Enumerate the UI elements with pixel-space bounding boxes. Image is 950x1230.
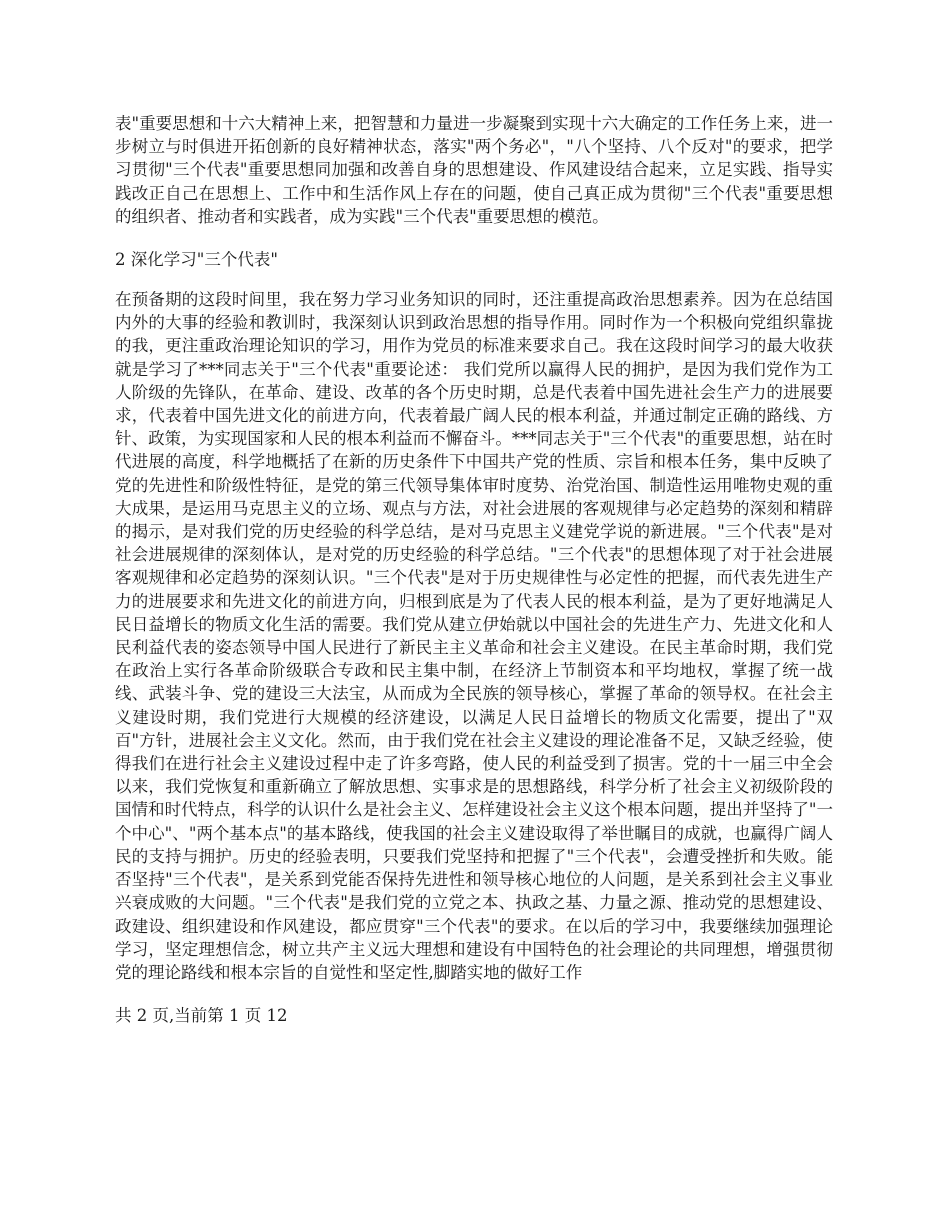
body-paragraph: 在预备期的这段时间里，我在努力学习业务知识的同时，还注重提高政治思想素养。因为在总结国内外的大事的经验和教训时，我深刻认识到政治思想的指导作用。同时作为一个积极向党组织靠拢的我，更注重政治理论知识的学习，用作为党员的标准来要求自己。我在这段时间学习的最大收获就是学习了***同志关于"三个代表"重要论述： 我们党所以赢得人民的拥护，是因为我们党作为工人阶级的先锋队，在革命、建设、改革的各个历史时期，总是代表着中国先进社会生产力的进展要求，代表着中国先进文化的前进方向，代表着最广阔人民的根本利益，并通过制定正确的路线、方针、政策，为实现国家和人民的根本利益而不懈奋斗。***同志关于"三个代表"的重要思想，站在时代进展的高度，科学地概括了在新的历史条件下中国共产党的性质、宗旨和根本任务，集中反映了党的先进性和阶级性特征，是党的第三代领导集体审时度势、治党治国、制造性运用唯物史观的重大成果，是运用马克思主义的立场、观点与方法，对社会进展的客观规律与必定趋势的深刻和精辟的揭示，是对我们党的历史经验的科学总结，是对马克思主义建党学说的新进展。"三个代表"是对社会进展规律的深刻体认，是对党的历史经验的科学总结。"三个代表"的思想体现了对于社会进展客观规律和必定趋势的深刻认识。"三个代表"是对于历史规律性与必定性的把握，而代表先进生产力的进展要求和先进文化的前进方向，归根到底是为了代表人民的根本利益，是为了更好地满足人民日益增长的物质文化生活的需要。我们党从建立伊始就以中国社会的先进生产力、先进文化和人民利益代表的姿态领导中国人民进行了新民主主义革命和社会主义建设。在民主革命时期，我们党在政治上实行各革命阶级联合专政和民主集中制，在经济上节制资本和平均地权，掌握了统一战线、武装斗争、党的建设三大法宝，从而成为全民族的领导核心，掌握了革命的领导权。在社会主义建设时期，我们党进行大规模的经济建设，以满足人民日益增长的物质文化需要，提出了"双百"方针，进展社会主义文化。然而，由于我们党在社会主义建设的理论准备不足，又缺乏经验，使得我们在进行社会主义建设过程中走了许多弯路，使人民的利益受到了损害。党的十一届三中全会以来，我们党恢复和重新确立了解放思想、实事求是的思想路线，科学分析了社会主义初级阶段的国情和时代特点，科学的认识什么是社会主义、怎样建设社会主义这个根本问题，提出并坚持了"一个中心"、"两个基本点"的基本路线，使我国的社会主义建设取得了举世瞩目的成就，也赢得广阔人民的支持与拥护。历史的经验表明，只要我们党坚持和把握了"三个代表"，会遭受挫折和失败。能否坚持"三个代表"，是关系到党能否保持先进性和领导核心地位的人问题，是关系到社会主义事业兴衰成败的大问题。"三个代表"是我们党的立党之本、执政之基、力量之源、推动党的思想建设、政建设、组织建设和作风建设，都应贯穿"三个代表"的要求。在以后的学习中，我要继续加强理论学习，坚定理想信念，树立共产主义远大理想和建设有中国特色的社会理论的共同理想，增强贯彻党的理论路线和根本宗旨的自觉性和坚定性,脚踏实地的做好工作	[115, 290, 833, 982]
page-footer: 共 2 页,当前第 1 页 12	[115, 1006, 288, 1026]
document-page	[115, 112, 833, 1027]
section-heading: 2 深化学习"三个代表"	[115, 250, 278, 270]
intro-paragraph: 表"重要思想和十六大精神上来，把智慧和力量进一步凝聚到实现十六大确定的工作任务上来，进一步树立与时俱进开拓创新的良好精神状态，落实"两个务必"，"八个坚持、八个反对"的要求，把学习贯彻"三个代表"重要思想同加强和改善自身的思想建设、作风建设结合起来，立足实践、指导实践改正自己在思想上、工作中和生活作风上存在的问题，使自己真正成为贯彻"三个代表"重要思想的组织者、推动者和实践者，成为实践"三个代表"重要思想的模范。	[115, 114, 833, 226]
